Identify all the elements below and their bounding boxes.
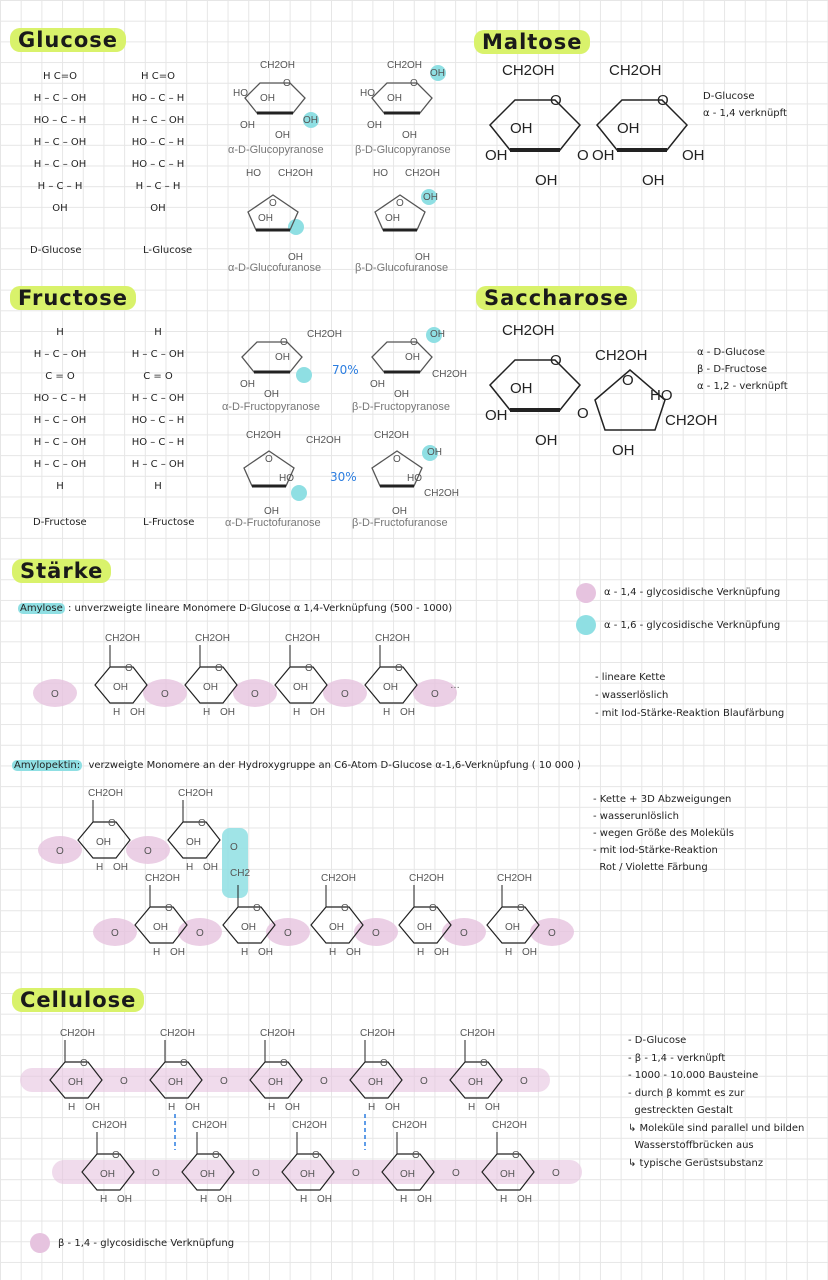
ch2oh-label: CH2OH [409, 873, 445, 884]
ring-substituent: CH2OH [374, 430, 410, 441]
bridge-oxygen: O [220, 1076, 228, 1087]
bridge-oxygen: O [452, 1168, 460, 1179]
ring-substituent: HO [407, 473, 422, 484]
fischer-row: H [154, 481, 162, 492]
ring-oxygen: O [125, 663, 133, 674]
ring-oxygen: O [550, 92, 562, 109]
fischer-row: OH [150, 203, 166, 214]
ring-oxygen: O [280, 1058, 288, 1069]
ring-substituent: CH2OH [246, 430, 282, 441]
ring-substituent: OH [329, 922, 344, 933]
ring-substituent: H [383, 707, 391, 718]
ring-substituent: OH [592, 147, 615, 164]
ring-substituent: OH [186, 837, 201, 848]
glycosidic-oxygen: O [577, 405, 589, 422]
fischer-row: H – C – OH [131, 349, 185, 360]
ring-substituent: OH [285, 1102, 300, 1113]
fischer-row: OH [52, 203, 68, 214]
ring-substituent: CH2OH [665, 412, 718, 429]
cellulose-note: gestreckten Gestalt [628, 1105, 733, 1116]
ring-substituent: H [468, 1102, 476, 1113]
amylose-tag: Amylose [20, 603, 63, 614]
ring-substituent: H [241, 947, 249, 958]
ch2oh-label: CH2OH [497, 873, 533, 884]
ring-substituent: OH [130, 707, 145, 718]
legend-alpha-16: α - 1,6 - glycosidische Verknüpfung [604, 620, 781, 631]
ring-substituent: CH2OH [502, 322, 555, 339]
ch2oh-label: CH2OH [60, 1028, 96, 1039]
ring-substituent: OH [682, 147, 705, 164]
amylopektin-note-4: - mit Iod-Stärke-Reaktion [593, 845, 718, 856]
ring-substituent: OH [264, 506, 279, 517]
ring-substituent: OH [430, 68, 445, 79]
ch2oh-label: CH2OH [375, 633, 411, 644]
bridge-oxygen: O [252, 1168, 260, 1179]
bridge-oxygen: O [460, 928, 468, 939]
ring-substituent: H [96, 862, 104, 873]
amylose-note-2: - wasserlöslich [595, 690, 669, 701]
ring-substituent: OH [96, 837, 111, 848]
fischer-row: H C=O [43, 71, 77, 82]
heading-staerke: Stärke [12, 559, 111, 583]
fischer-row: H – C – OH [33, 137, 87, 148]
bridge-oxygen: O [372, 928, 380, 939]
bridge-oxygen: O [196, 928, 204, 939]
cellulose-note: ↳ Moleküle sind parallel und bilden [628, 1122, 805, 1134]
ring-substituent: OH [430, 329, 445, 340]
amylopektin-note-5: Rot / Violette Färbung [593, 862, 708, 873]
ch2oh-label: CH2OH [178, 788, 214, 799]
bridge-oxygen: O [111, 928, 119, 939]
ring-substituent: OH [642, 172, 665, 189]
ring-oxygen: O [180, 1058, 188, 1069]
ring-substituent: H [368, 1102, 376, 1113]
ring-substituent: H [200, 1194, 208, 1205]
ch2oh-label: CH2OH [88, 788, 124, 799]
amylopektin-note-3: - wegen Größe des Moleküls [593, 828, 734, 839]
ring-oxygen: O [429, 903, 437, 914]
ring-oxygen: O [341, 903, 349, 914]
ring-substituent: OH [427, 447, 442, 458]
ring-substituent: CH2OH [502, 62, 555, 79]
bridge-oxygen: O [548, 928, 556, 939]
bridge-oxygen: O [56, 846, 64, 857]
ring-substituent: CH2OH [595, 347, 648, 364]
ch2oh-label: CH2OH [492, 1120, 528, 1131]
pyranose-ring [372, 342, 432, 372]
bridge-oxygen: O [320, 1076, 328, 1087]
cellulose-note: - 1000 - 10.000 Bausteine [628, 1070, 759, 1081]
ring-substituent: OH [417, 1194, 432, 1205]
ch2oh-label: CH2OH [321, 873, 357, 884]
ring-substituent: OH [468, 1077, 483, 1088]
ring-substituent: OH [203, 862, 218, 873]
cellulose-note: - D-Glucose [628, 1035, 687, 1046]
ring-substituent: OH [510, 380, 533, 397]
ch2oh-label: CH2OH [195, 633, 231, 644]
ring-substituent: CH2OH [432, 369, 468, 380]
bridge-oxygen: O [520, 1076, 528, 1087]
ring-substituent: OH [415, 252, 430, 263]
fischer-row: H – C – H [37, 181, 83, 192]
ring-substituent: OH [264, 389, 279, 400]
heading-fructose: Fructose [10, 286, 136, 310]
furanose-percentage: 30% [330, 470, 357, 484]
ring-substituent: OH [168, 1077, 183, 1088]
ring-substituent: OH [185, 1102, 200, 1113]
ring-substituent: H [300, 1194, 308, 1205]
ring-substituent: OH [405, 352, 420, 363]
ch2oh-label: CH2OH [92, 1120, 128, 1131]
fischer-row: HO – C – H [131, 159, 185, 170]
ring-substituent: OH [387, 93, 402, 104]
ring-substituent: OH [258, 947, 273, 958]
saccharose-note-1: α - D-Glucose [697, 347, 766, 358]
ring-substituent: H [417, 947, 425, 958]
label-beta-fructopyranose: β-D-Fructopyranose [352, 401, 451, 413]
cellulose-note: Wasserstoffbrücken aus [628, 1140, 754, 1151]
glycosidic-oxygen: O [577, 147, 589, 164]
ring-substituent: OH [402, 130, 417, 141]
ring-oxygen: O [657, 92, 669, 109]
heading-glucose: Glucose [10, 28, 126, 52]
ring-substituent: OH [68, 1077, 83, 1088]
ring-substituent: CH2OH [405, 168, 441, 179]
bridge-oxygen: O [341, 689, 349, 700]
ring-substituent: CH2OH [278, 168, 314, 179]
ring-substituent: OH [317, 1194, 332, 1205]
maltose-note-2: α - 1,4 verknüpft [703, 108, 787, 119]
ch2oh-label: CH2OH [360, 1028, 396, 1039]
ring-substituent: OH [203, 682, 218, 693]
bridge-oxygen: O [144, 846, 152, 857]
ring-substituent: OH [117, 1194, 132, 1205]
bridge-oxygen: O [431, 689, 439, 700]
ring-substituent: H [153, 947, 161, 958]
label-beta-glucopyranose: β-D-Glucopyranose [355, 144, 451, 156]
label-d-glucose: D-Glucose [30, 245, 82, 256]
ring-substituent: OH [113, 862, 128, 873]
ring-substituent: OH [485, 147, 508, 164]
ring-substituent: OH [510, 120, 533, 137]
highlight-marker [291, 485, 307, 501]
ring-oxygen: O [253, 903, 261, 914]
ring-substituent: H [505, 947, 513, 958]
ring-oxygen: O [380, 1058, 388, 1069]
fischer-row: H – C – OH [33, 159, 87, 170]
saccharose-note-2: β - D-Fructose [697, 364, 768, 375]
bridge-oxygen: O [251, 689, 259, 700]
ring [490, 100, 580, 150]
ring-oxygen: O [517, 903, 525, 914]
highlight-marker [288, 219, 304, 235]
ring-substituent: OH [517, 1194, 532, 1205]
ring [597, 100, 687, 150]
ring-substituent: OH [617, 120, 640, 137]
ring-oxygen: O [215, 663, 223, 674]
ring-oxygen: O [108, 818, 116, 829]
ring-substituent: OH [268, 1077, 283, 1088]
fischer-row: H – C – H [135, 181, 181, 192]
ring-oxygen: O [112, 1150, 120, 1161]
ring-substituent: OH [522, 947, 537, 958]
ring-substituent: OH [368, 1077, 383, 1088]
label-beta-glucofuranose: β-D-Glucofuranose [355, 262, 449, 274]
ch2oh-label: CH2OH [260, 1028, 296, 1039]
bridge-oxygen: O [420, 1076, 428, 1087]
amylose-note-1: - lineare Kette [595, 672, 666, 683]
ring-substituent: H [293, 707, 301, 718]
ring-substituent: HO [373, 168, 388, 179]
bridge-oxygen: O [120, 1076, 128, 1087]
ring-substituent: CH2OH [609, 62, 662, 79]
ring-substituent: OH [310, 707, 325, 718]
ring-substituent: H [400, 1194, 408, 1205]
fischer-row: H – C – OH [131, 459, 185, 470]
ring-substituent: OH [220, 707, 235, 718]
ring-substituent: OH [500, 1169, 515, 1180]
ring-substituent: OH [535, 432, 558, 449]
amylopektin-desc: verzweigte Monomere an der Hydroxygruppe an C6-Atom D-Glucose α-1,6-Verknüpfung ( 10 000 ) [88, 760, 581, 771]
ring-oxygen: O [480, 1058, 488, 1069]
ring-substituent: H [100, 1194, 108, 1205]
ring-substituent: OH [417, 922, 432, 933]
fischer-row: H – C – OH [33, 437, 87, 448]
ring-substituent: CH2OH [307, 329, 343, 340]
ring-substituent: OH [385, 213, 400, 224]
ring-substituent: OH [113, 682, 128, 693]
ring-oxygen: O [80, 1058, 88, 1069]
fischer-row: HO – C – H [131, 415, 185, 426]
ring-substituent: OH [100, 1169, 115, 1180]
ring-substituent: HO [246, 168, 261, 179]
fischer-row: HO – C – H [131, 137, 185, 148]
ring-substituent: OH [200, 1169, 215, 1180]
ring-substituent: CH2OH [387, 60, 423, 71]
ring-substituent: OH [505, 922, 520, 933]
ring-substituent: OH [85, 1102, 100, 1113]
ring-oxygen: O [412, 1150, 420, 1161]
maltose-note-1: D-Glucose [703, 91, 755, 102]
ring-substituent: OH [217, 1194, 232, 1205]
ring-substituent: OH [288, 252, 303, 263]
ch2oh-label: CH2OH [192, 1120, 228, 1131]
fischer-row: H – C – OH [33, 459, 87, 470]
ring-substituent: OH [260, 93, 275, 104]
ring-oxygen: O [265, 454, 273, 465]
ring-substituent: OH [153, 922, 168, 933]
ring-oxygen: O [395, 663, 403, 674]
ring-substituent: CH2OH [306, 435, 342, 446]
fischer-row: H – C – OH [131, 393, 185, 404]
fischer-row: HO – C – H [33, 115, 87, 126]
ring-substituent: OH [346, 947, 361, 958]
fischer-row: H [154, 327, 162, 338]
ring-substituent: OH [258, 213, 273, 224]
ring-substituent: HO [279, 473, 294, 484]
ring-substituent: OH [385, 1102, 400, 1113]
ring-oxygen: O [312, 1150, 320, 1161]
heading-maltose: Maltose [474, 30, 590, 54]
pyranose-ring [245, 83, 305, 113]
fischer-row: HO – C – H [131, 437, 185, 448]
pyranose-ring [372, 83, 432, 113]
ring-substituent: OH [535, 172, 558, 189]
ring-substituent: H [186, 862, 194, 873]
ring-substituent: OH [400, 707, 415, 718]
ring-substituent: OH [612, 442, 635, 459]
heading-saccharose: Saccharose [476, 286, 637, 310]
ring-substituent: H [113, 707, 121, 718]
ring-substituent: OH [170, 947, 185, 958]
ring-substituent: OH [400, 1169, 415, 1180]
saccharose-note-3: α - 1,2 - verknüpft [697, 381, 788, 392]
bridge-oxygen: O [352, 1168, 360, 1179]
label-alpha-fructopyranose: α-D-Fructopyranose [222, 401, 321, 413]
ring-oxygen: O [393, 454, 401, 465]
label-alpha-glucofuranose: α-D-Glucofuranose [228, 262, 322, 274]
legend-beta-14: β - 1,4 - glycosidische Verknüpfung [58, 1238, 235, 1249]
ring-substituent: CH2OH [260, 60, 296, 71]
fischer-row: HO – C – H [33, 393, 87, 404]
ch2oh-label: CH2OH [460, 1028, 496, 1039]
label-l-glucose: L-Glucose [143, 245, 193, 256]
amylose-note-3: - mit Iod-Stärke-Reaktion Blaufärbung [595, 708, 785, 719]
ring-substituent: H [68, 1102, 76, 1113]
fischer-row: H – C – OH [33, 415, 87, 426]
alpha-16-branch-highlight [222, 828, 251, 898]
cellulose-note: ↳ typische Gerüstsubstanz [628, 1157, 764, 1169]
label-alpha-fructofuranose: α-D-Fructofuranose [225, 517, 321, 529]
fischer-row: HO – C – H [131, 93, 185, 104]
highlight-marker [296, 367, 312, 383]
fischer-row: C = O [45, 371, 75, 382]
ring-substituent: OH [392, 506, 407, 517]
ring-substituent: CH2OH [424, 488, 460, 499]
ring [490, 360, 580, 410]
ring-oxygen: O [269, 198, 277, 209]
ring-oxygen: O [305, 663, 313, 674]
bridge-oxygen: O [552, 1168, 560, 1179]
legend-alpha-14: α - 1,4 - glycosidische Verknüpfung [604, 587, 781, 598]
pyranose-ring [242, 342, 302, 372]
amylopektin-note-1: - Kette + 3D Abzweigungen [593, 794, 732, 805]
ring-substituent: OH [383, 682, 398, 693]
ring-oxygen: O [165, 903, 173, 914]
branch-ch2: CH2 [230, 868, 251, 879]
ring-oxygen: O [410, 78, 418, 89]
ch2oh-label: CH2OH [105, 633, 141, 644]
ring-substituent: OH [300, 1169, 315, 1180]
chain-continue: … [450, 680, 460, 691]
fischer-row: H [56, 327, 64, 338]
label-beta-fructofuranose: β-D-Fructofuranose [352, 517, 448, 529]
ring-substituent: OH [485, 1102, 500, 1113]
ring-oxygen: O [396, 198, 404, 209]
ring-substituent: OH [240, 120, 255, 131]
bridge-oxygen: O [51, 689, 59, 700]
fischer-row: H – C – OH [131, 115, 185, 126]
ring-substituent: HO [360, 88, 375, 99]
ring-substituent: HO [233, 88, 248, 99]
ring-substituent: OH [275, 130, 290, 141]
ch2oh-label: CH2OH [392, 1120, 428, 1131]
ring-substituent: OH [240, 379, 255, 390]
ring-oxygen: O [512, 1150, 520, 1161]
cellulose-note: - β - 1,4 - verknüpft [628, 1052, 726, 1064]
amylose-desc: : unverzweigte lineare Monomere D-Glucose α 1,4-Verknüpfung (500 - 1000) [67, 603, 453, 614]
ch2oh-label: CH2OH [292, 1120, 328, 1131]
ring-substituent: OH [423, 192, 438, 203]
ch2oh-label: CH2OH [160, 1028, 196, 1039]
ring-substituent: OH [241, 922, 256, 933]
ring-oxygen: O [198, 818, 206, 829]
ring-substituent: H [329, 947, 337, 958]
amylopektin-note-2: - wasserunlöslich [593, 811, 679, 822]
ch2oh-label: CH2OH [285, 633, 321, 644]
ring-substituent: H [268, 1102, 276, 1113]
fischer-row: H – C – OH [33, 349, 87, 360]
ring-substituent: OH [275, 352, 290, 363]
ring-substituent: H [168, 1102, 176, 1113]
ring-substituent: H [203, 707, 211, 718]
ring-substituent: OH [367, 120, 382, 131]
fischer-row: H C=O [141, 71, 175, 82]
label-d-fructose: D-Fructose [33, 517, 87, 528]
ring-substituent: HO [650, 387, 673, 404]
label-alpha-glucopyranose: α-D-Glucopyranose [228, 144, 324, 156]
ring-substituent: OH [394, 389, 409, 400]
ring-substituent: OH [303, 115, 318, 126]
bridge-oxygen: O [152, 1168, 160, 1179]
fischer-row: H [56, 481, 64, 492]
ring-substituent: OH [293, 682, 308, 693]
branch-oxygen: O [230, 842, 238, 853]
ring-substituent: OH [485, 407, 508, 424]
ring-substituent: H [500, 1194, 508, 1205]
bridge-oxygen: O [161, 689, 169, 700]
ring-oxygen: O [283, 78, 291, 89]
ring-oxygen: O [550, 352, 562, 369]
ring-oxygen: O [212, 1150, 220, 1161]
ring-oxygen: O [410, 337, 418, 348]
heading-cellulose: Cellulose [12, 988, 144, 1012]
pyranose-percentage: 70% [332, 363, 359, 377]
label-l-fructose: L-Fructose [143, 517, 195, 528]
ring-substituent: OH [434, 947, 449, 958]
ch2oh-label: CH2OH [145, 873, 181, 884]
cellulose-note: - durch β kommt es zur [628, 1087, 745, 1099]
fischer-row: H – C – OH [33, 93, 87, 104]
ring-oxygen: O [622, 372, 634, 389]
bridge-oxygen: O [284, 928, 292, 939]
ring-substituent: OH [370, 379, 385, 390]
amylopektin-tag: Amylopektin: [14, 760, 81, 771]
ring-oxygen: O [280, 337, 288, 348]
fischer-row: C = O [143, 371, 173, 382]
